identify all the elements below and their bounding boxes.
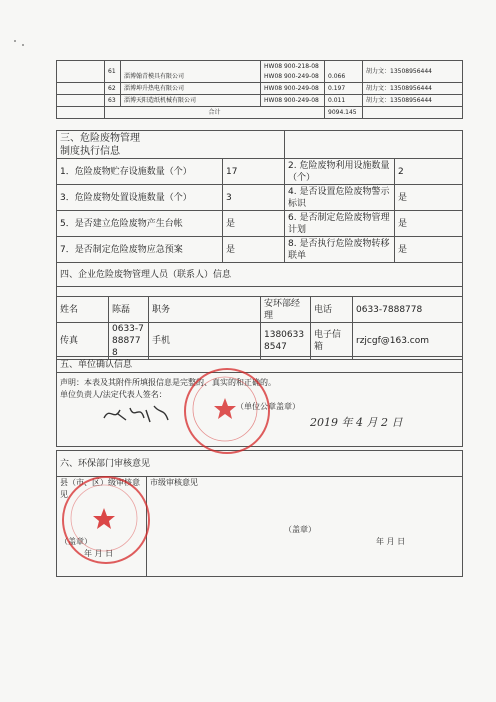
name-label: 姓名	[57, 297, 109, 323]
table-row	[57, 297, 463, 323]
field-value: 是	[223, 237, 285, 263]
table-row	[57, 159, 463, 185]
table-row	[57, 95, 463, 107]
section-3-title	[57, 131, 285, 159]
seal-ring-icon	[184, 368, 266, 450]
county-review-label: 县（市、区）级审核意见	[60, 478, 140, 499]
scan-mark	[14, 40, 16, 42]
field-value: 是	[223, 211, 285, 237]
handwritten-date: 2019 年 4 月 2 日	[310, 416, 403, 429]
table-row	[57, 323, 463, 360]
field-value: 3	[223, 185, 285, 211]
fax-label: 传真	[57, 323, 109, 360]
table-row	[57, 83, 463, 95]
field-value: 是	[395, 237, 463, 263]
section-3	[56, 130, 463, 263]
email-value: rzjcgf@163.com	[353, 323, 463, 360]
field-label: 2. 危险废物利用设施数量（个）	[285, 159, 395, 185]
amount: 0.197	[325, 83, 363, 95]
city-review-label: 市级审核意见	[150, 478, 198, 487]
signature-strokes	[100, 400, 172, 426]
field-label: 4. 是否设置危险废物警示标识	[285, 185, 395, 211]
seal-note: （单位公章盖章）	[236, 402, 300, 411]
seal-label-right: （盖章）	[284, 525, 316, 534]
amount: 0.011	[325, 95, 363, 107]
table-row	[57, 237, 463, 263]
mobile-value: 13806338547	[261, 323, 311, 360]
mobile-label: 手机	[149, 323, 261, 360]
company-seal	[184, 368, 270, 454]
company-name: 淄博坤升热电有限公司	[121, 83, 261, 95]
table-row	[57, 61, 463, 83]
fax-value: 0633-7888778	[109, 323, 149, 360]
handwritten-signature	[100, 400, 172, 431]
field-label: 3．危险废物处置设施数量（个）	[57, 185, 223, 211]
row-number: 62	[105, 83, 121, 95]
waste-code: HW08 900-218-08	[264, 62, 319, 70]
duty-value: 安环部经理	[261, 297, 311, 323]
statement-text: 声明：本表及其附件所填报信息是完整的、真实的和正确的。	[60, 378, 276, 387]
section-4	[56, 262, 463, 360]
waste-table	[56, 60, 463, 119]
amount: 0.066	[325, 61, 363, 83]
field-label: 8. 是否执行危险废物转移联单	[285, 237, 395, 263]
date-right: 年 月 日	[376, 537, 406, 546]
field-label: 1．危险废物贮存设施数量（个）	[57, 159, 223, 185]
name-value: 陈磊	[109, 297, 149, 323]
waste-code: HW08 900-249-08	[264, 72, 319, 80]
table-row	[57, 211, 463, 237]
scan-mark	[22, 44, 24, 46]
phone-value: 0633-7888778	[353, 297, 463, 323]
duty-label: 职务	[149, 297, 261, 323]
waste-code: HW08 900-249-08	[261, 95, 325, 107]
phone-label: 电话	[311, 297, 353, 323]
section-6-title: 六、环保部门审核意见	[57, 451, 463, 477]
waste-codes	[261, 61, 325, 83]
field-label: 7．是否制定危险废物应急预案	[57, 237, 223, 263]
section-title-line: 三、危险废物管理	[60, 132, 140, 144]
field-value: 2	[395, 159, 463, 185]
total-value: 9094.145	[325, 107, 363, 119]
contact: 胡力文：13508956444	[363, 95, 463, 107]
row-number: 61	[105, 61, 121, 83]
waste-code: HW08 900-249-08	[261, 83, 325, 95]
field-value: 是	[395, 185, 463, 211]
company-name: 淄博天阳造纸机械有限公司	[121, 95, 261, 107]
company-name: 淄博翰青模具有限公司	[121, 61, 261, 83]
seal-star-icon	[62, 476, 146, 560]
row-number: 63	[105, 95, 121, 107]
email-label: 电子信箱	[311, 323, 353, 360]
section-4-title: 四、企业危险废物管理人员（联系人）信息	[57, 263, 463, 287]
total-label: 合计	[105, 107, 325, 119]
field-value: 是	[395, 211, 463, 237]
contact: 胡力文：13508956444	[363, 83, 463, 95]
date-left: 年 月 日	[84, 549, 114, 558]
field-value: 17	[223, 159, 285, 185]
section-5-title: 五、单位确认信息	[57, 357, 463, 373]
field-label: 6. 是否制定危险废物管理计划	[285, 211, 395, 237]
signer-label: 单位负责人/法定代表人签名：	[60, 390, 167, 399]
contact: 胡力文：13508956444	[363, 61, 463, 83]
field-label: 5．是否建立危险废物产生台帐	[57, 211, 223, 237]
seal-label-left: （盖章）	[60, 537, 92, 546]
env-bureau-seal	[62, 476, 150, 564]
table-row	[57, 185, 463, 211]
section-title-line: 制度执行信息	[60, 145, 120, 157]
total-row	[57, 107, 463, 119]
